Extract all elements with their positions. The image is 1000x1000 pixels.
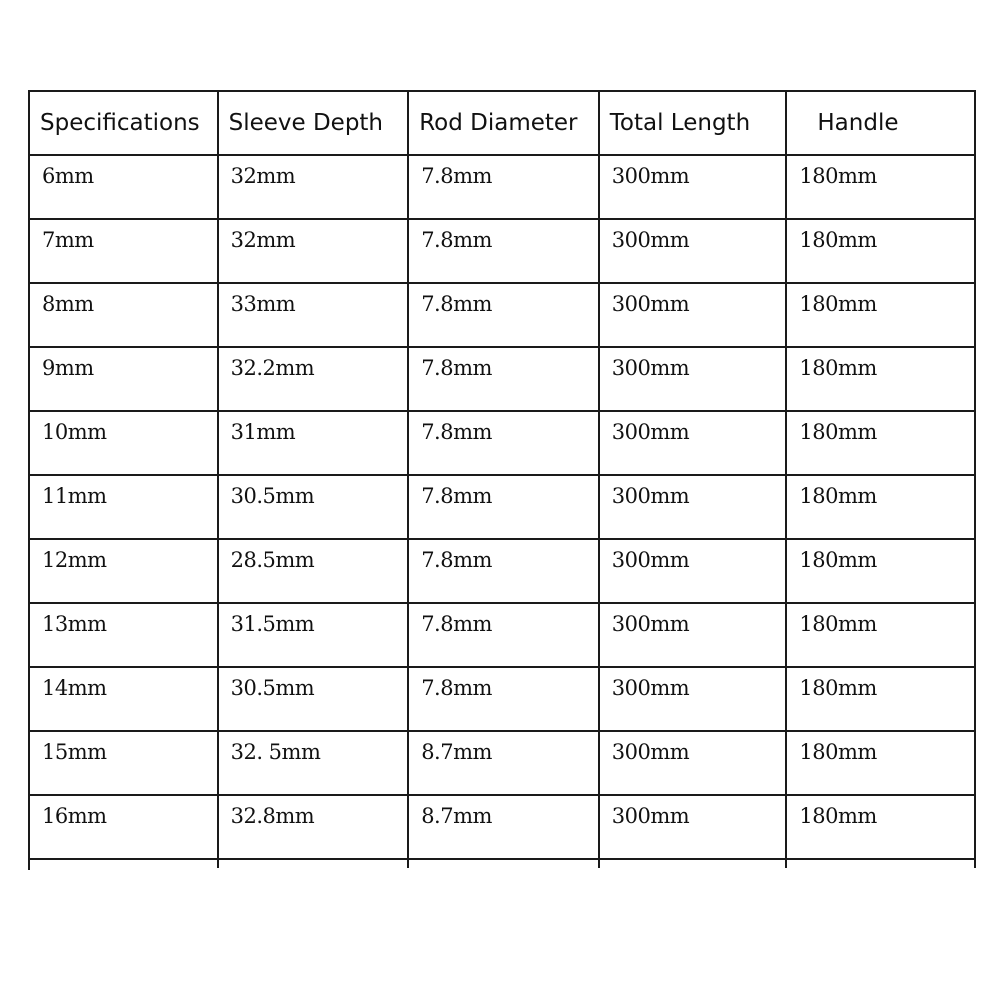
- table-header-row: [30, 92, 976, 156]
- total-length-cell: 300mm: [600, 220, 788, 284]
- handle-cell: 180mm: [787, 412, 976, 476]
- tail-cell: [600, 860, 788, 868]
- table-row: [30, 284, 976, 348]
- handle-cell: 180mm: [787, 476, 976, 540]
- sleeve-depth-cell: 32mm: [219, 156, 410, 220]
- specification-cell: 16mm: [30, 796, 219, 860]
- table-row: [30, 348, 976, 412]
- rod-diameter-cell: 7.8mm: [409, 284, 600, 348]
- rod-diameter-cell: 7.8mm: [409, 540, 600, 604]
- sleeve-depth-cell: 28.5mm: [219, 540, 410, 604]
- specification-cell: 14mm: [30, 668, 219, 732]
- sleeve-depth-cell: 30.5mm: [219, 668, 410, 732]
- table-tail-row: [30, 860, 976, 868]
- table-row: [30, 540, 976, 604]
- total-length-cell: 300mm: [600, 540, 788, 604]
- specification-cell: 8mm: [30, 284, 219, 348]
- table-body: [30, 156, 976, 860]
- sleeve-depth-cell: 32.2mm: [219, 348, 410, 412]
- rod-diameter-cell: 7.8mm: [409, 348, 600, 412]
- total-length-cell: 300mm: [600, 604, 788, 668]
- tail-cell: [30, 860, 219, 868]
- table-row: [30, 412, 976, 476]
- table-row: [30, 796, 976, 860]
- rod-diameter-cell: 8.7mm: [409, 796, 600, 860]
- rod-diameter-cell: 7.8mm: [409, 476, 600, 540]
- sleeve-depth-cell: 31.5mm: [219, 604, 410, 668]
- sleeve-depth-cell: 32mm: [219, 220, 410, 284]
- specification-cell: 12mm: [30, 540, 219, 604]
- header-handle: Handle: [787, 92, 976, 156]
- header-sleeve-depth: Sleeve Depth: [219, 92, 410, 156]
- header-total-length: Total Length: [600, 92, 788, 156]
- sleeve-depth-cell: 33mm: [219, 284, 410, 348]
- rod-diameter-cell: 7.8mm: [409, 220, 600, 284]
- total-length-cell: 300mm: [600, 796, 788, 860]
- total-length-cell: 300mm: [600, 284, 788, 348]
- rod-diameter-cell: 7.8mm: [409, 156, 600, 220]
- table-row: [30, 220, 976, 284]
- handle-cell: 180mm: [787, 348, 976, 412]
- total-length-cell: 300mm: [600, 412, 788, 476]
- header-specifications: Specifications: [30, 92, 219, 156]
- total-length-cell: 300mm: [600, 732, 788, 796]
- handle-cell: 180mm: [787, 668, 976, 732]
- header-rod-diameter: Rod Diameter: [409, 92, 600, 156]
- total-length-cell: 300mm: [600, 668, 788, 732]
- specification-cell: 6mm: [30, 156, 219, 220]
- rod-diameter-cell: 8.7mm: [409, 732, 600, 796]
- sleeve-depth-cell: 32.8mm: [219, 796, 410, 860]
- specification-cell: 7mm: [30, 220, 219, 284]
- table-row: [30, 476, 976, 540]
- specification-cell: 13mm: [30, 604, 219, 668]
- sleeve-depth-cell: 32. 5mm: [219, 732, 410, 796]
- handle-cell: 180mm: [787, 284, 976, 348]
- specification-cell: 10mm: [30, 412, 219, 476]
- tail-cell: [219, 860, 410, 868]
- total-length-cell: 300mm: [600, 156, 788, 220]
- handle-cell: 180mm: [787, 732, 976, 796]
- table-row: [30, 732, 976, 796]
- table-row: [30, 156, 976, 220]
- spec-table: [28, 90, 976, 870]
- tail-cell: [787, 860, 976, 868]
- handle-cell: 180mm: [787, 604, 976, 668]
- handle-cell: 180mm: [787, 156, 976, 220]
- specification-cell: 9mm: [30, 348, 219, 412]
- rod-diameter-cell: 7.8mm: [409, 604, 600, 668]
- specification-cell: 15mm: [30, 732, 219, 796]
- sleeve-depth-cell: 31mm: [219, 412, 410, 476]
- rod-diameter-cell: 7.8mm: [409, 412, 600, 476]
- total-length-cell: 300mm: [600, 476, 788, 540]
- specification-cell: 11mm: [30, 476, 219, 540]
- total-length-cell: 300mm: [600, 348, 788, 412]
- handle-cell: 180mm: [787, 220, 976, 284]
- table-row: [30, 668, 976, 732]
- rod-diameter-cell: 7.8mm: [409, 668, 600, 732]
- handle-cell: 180mm: [787, 796, 976, 860]
- table-row: [30, 604, 976, 668]
- handle-cell: 180mm: [787, 540, 976, 604]
- sleeve-depth-cell: 30.5mm: [219, 476, 410, 540]
- tail-cell: [409, 860, 600, 868]
